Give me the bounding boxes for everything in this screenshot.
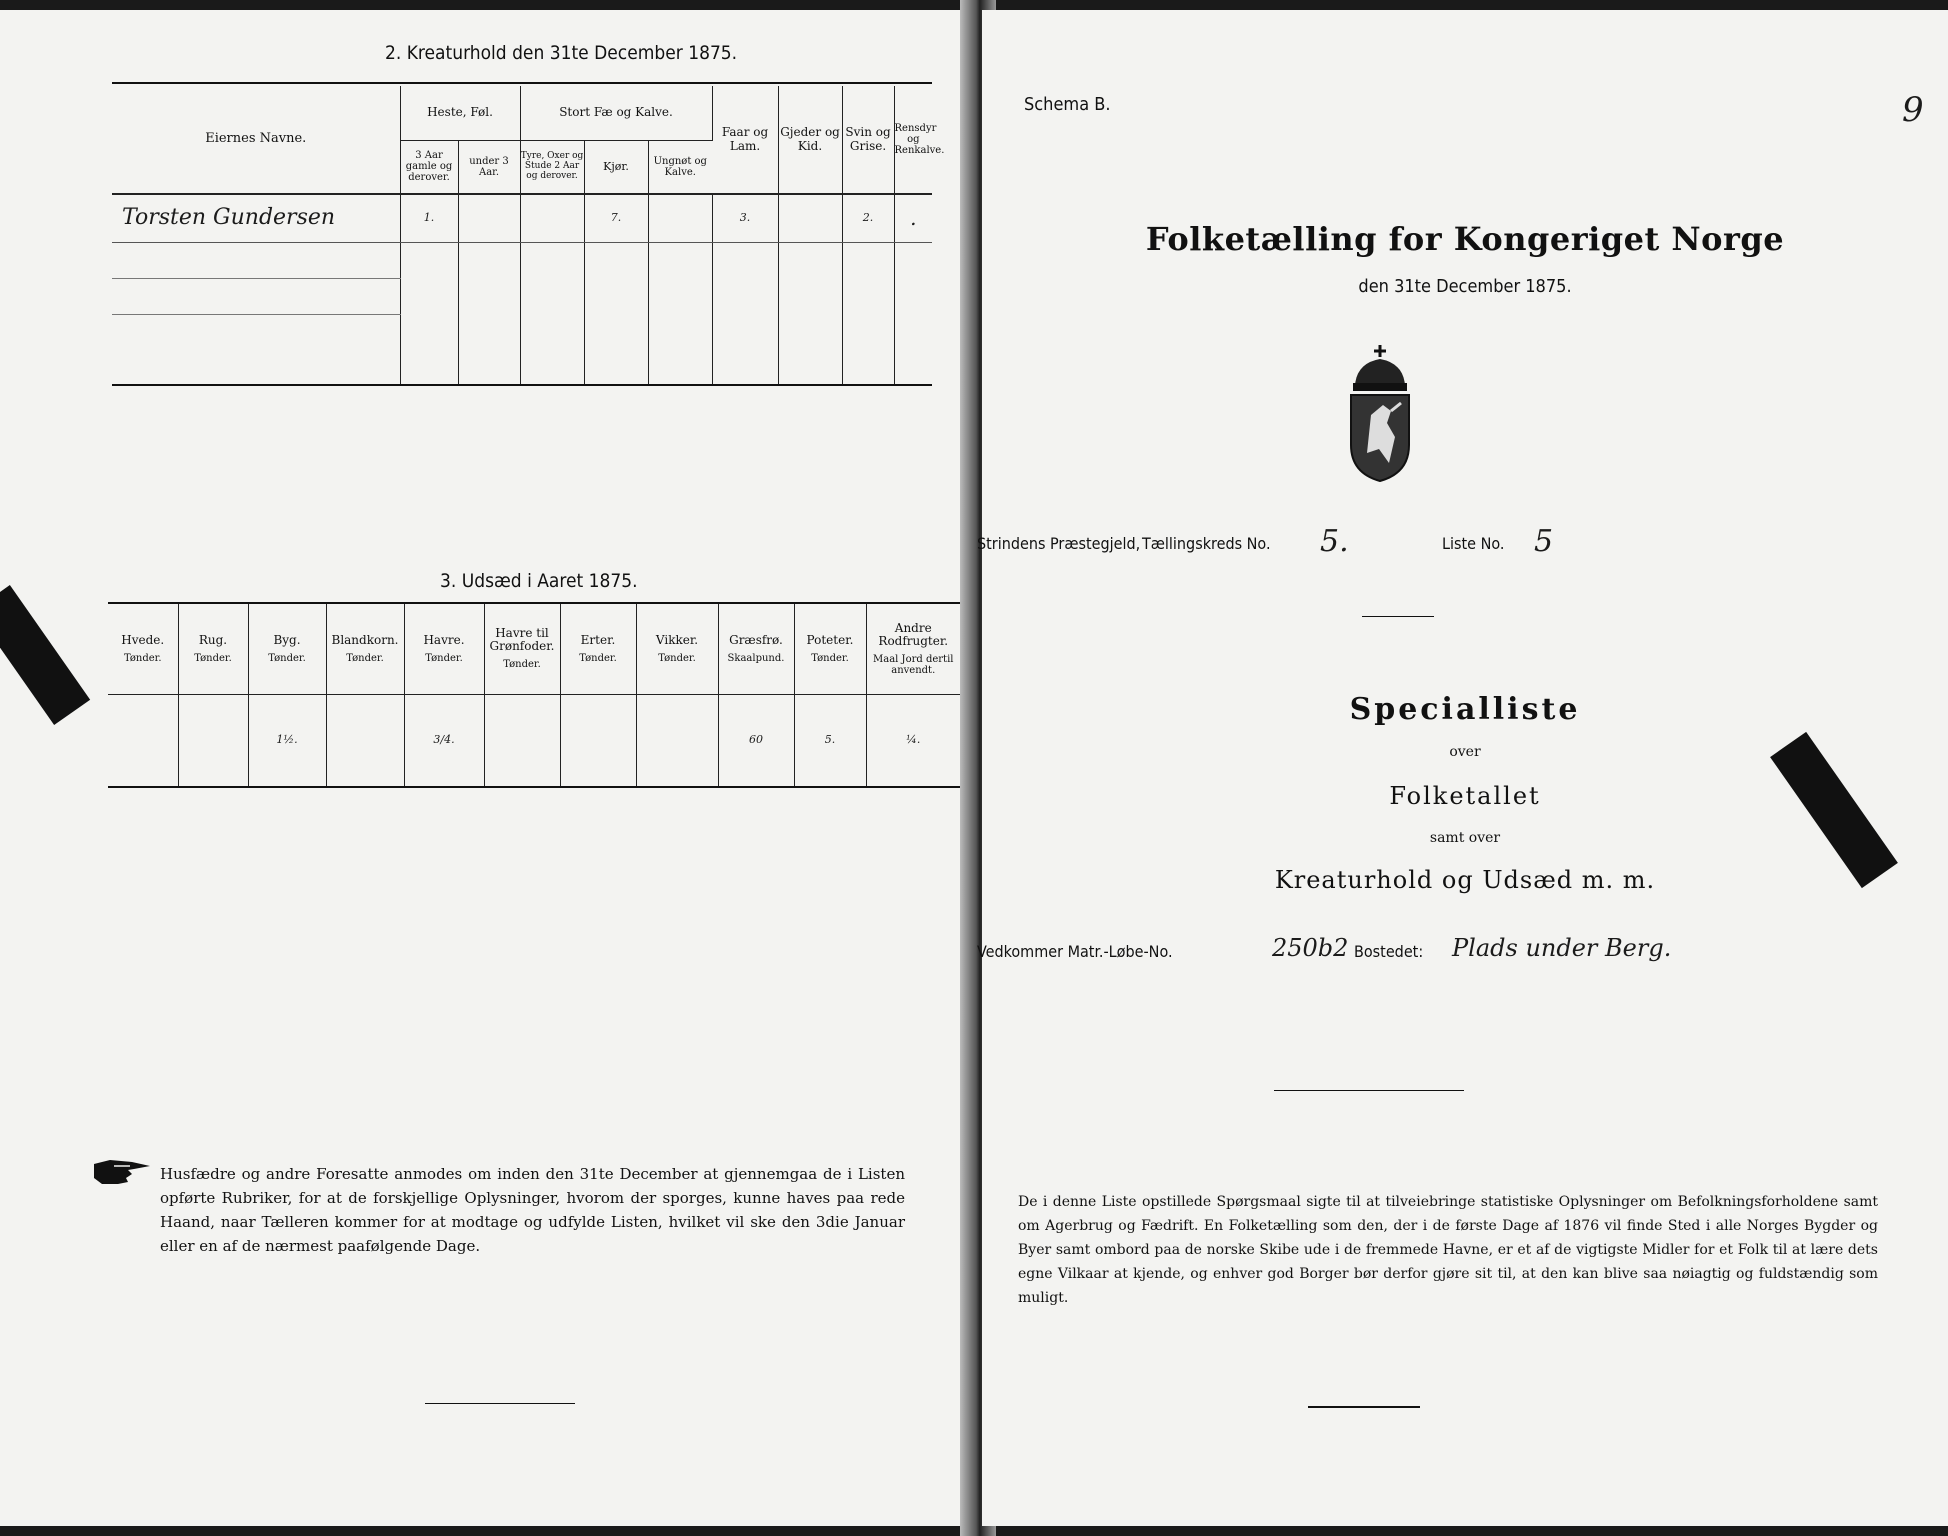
matr-line [977,930,1948,970]
seed-header-name: Andre Rodfrugter. [878,620,949,648]
liste-value: 5 [1534,524,1554,559]
header-heste-young: under 3 Aar. [458,140,520,194]
seed-header-name: Poteter. [806,632,854,647]
bosted-value: Plads under Berg. [1452,934,1672,962]
value-heste-young [458,194,520,242]
header-ungnot: Ungnøt og Kalve. [653,155,707,178]
header-stort: Stort Fæ og Kalve. [520,86,712,140]
seed-value-cell: ¼. [866,694,960,786]
footer-text: De i denne Liste opstillede Spørgsmaal sigte til at tilveiebringe statistiske Oplysninger om Befolkningsforholdene samt om Agerbrug og Fædrift. En Folketælling som den, der i de første Dage af 1876 vil finde Sted i alle Norges Bygder og Byer samt ombord paa de norske Skibe ude i de fremmede Havne, er et af de vigtigste Midler for et Folk til at lære dets egne Vilkaar at kjende, og enhver god Borger bør derfor gjøre sit til, at den kan blive saa nøiagtig og fuldstændig som muligt. [1018,1194,1878,1306]
table2-bottom-rule [112,384,932,386]
header-rensdyr: Rensdyr og Renkalve. [894,123,945,156]
seed-table [108,604,960,786]
seed-header-cell [866,604,960,694]
seed-header-unit: Tønder. [194,652,232,664]
seed-value-cell [636,694,718,786]
header-heste-old: 3 Aar gamle og derover. [400,140,458,194]
folketallet-heading: Folketallet [1389,782,1541,810]
value-ungnot [648,194,712,242]
value-svin: 2. [842,194,894,242]
seed-header-cell [794,604,866,694]
value-heste-old: 1. [400,194,458,242]
value-tyre [520,194,584,242]
section3-title: 3. Udsæd i Aaret 1875. [440,570,638,592]
header-owner: Eiernes Navne. [112,86,400,194]
seed-value-cell [108,694,178,786]
kreds-label: Tællingskreds No. [1142,534,1271,553]
header-kjor: Kjør. [584,140,648,194]
seed-header-name: Græsfrø. [729,632,783,647]
value-gjeder [778,194,842,242]
divider-3 [1308,1406,1420,1408]
header-gjeder: Gjeder og Kid. [778,86,842,194]
seed-header-cell [560,604,636,694]
divider-2 [1274,1090,1464,1091]
header-faar: Faar og Lam. [712,86,778,194]
main-title: Folketælling for Kongeriget Norge [1145,220,1785,258]
seed-header-cell [248,604,326,694]
seed-value-cell [178,694,248,786]
samt-over-text: samt over [1429,830,1501,846]
seed-value-cell [326,694,404,786]
owner-name: Torsten Gundersen [112,194,400,242]
seed-header-name: Hvede. [121,632,165,647]
seed-header-name: Havre til Grønfoder. [489,626,555,654]
kreds-value: 5. [1320,524,1349,559]
seed-header-cell [718,604,794,694]
value-rensdyr: . [894,194,932,242]
specialliste-heading: Specialliste [1349,692,1581,727]
seed-header-cell [178,604,248,694]
seed-header-name: Blandkorn. [331,632,399,647]
over-text: over [1449,744,1481,760]
seed-header-cell [404,604,484,694]
right-page [977,10,1948,1526]
schema-label: Schema B. [1024,94,1111,115]
seed-header-name: Havre. [423,632,465,647]
header-heste: Heste, Føl. [400,86,520,140]
table2-top-rule [112,82,932,84]
kreaturhold-heading: Kreaturhold og Udsæd m. m. [1274,866,1656,894]
divider-1 [1362,616,1434,617]
left-page [0,10,970,1526]
footer-rule-left [425,1403,575,1404]
seed-header-unit: Tønder. [811,652,849,664]
liste-label: Liste No. [1442,534,1505,553]
seed-header-cell [484,604,560,694]
header-svin: Svin og Grise. [842,86,894,194]
seed-header-unit: Tønder. [123,652,162,664]
seed-header-unit: Tønder. [658,652,696,664]
seed-value-cell: 1½. [248,694,326,786]
seed-header-cell [636,604,718,694]
seed-value-cell [484,694,560,786]
value-faar: 3. [712,194,778,242]
seed-header-unit: Tønder. [579,652,617,664]
seed-value-cell: 3/4. [404,694,484,786]
seed-header-unit: Tønder. [268,652,306,664]
seed-header-name: Byg. [273,632,301,647]
seed-value-cell: 5. [794,694,866,786]
seed-header-unit: Skaalpund. [727,652,785,664]
section2-title: 2. Kreaturhold den 31te December 1875. [385,42,738,64]
seed-header-cell [108,604,178,694]
page-clip-left [0,585,90,725]
notice-text: Husfædre og andre Foresatte anmodes om inden den 31te December at gjennemgaa de i Listen opførte Rubriker, for at de forskjellige Oplysninger, hvorom der sporges, kunne haves paa rede Haand, naar Tælleren kommer for at modtage og udfylde Listen, hvilket vil ske den 3die Januar eller en af de nærmest paafølgende Dage. [160,1165,905,1255]
seed-header-unit: Tønder. [425,652,463,664]
seed-header-name: Erter. [580,632,616,647]
seed-header-name: Vikker. [655,632,699,647]
matr-value: 250b2 [1272,934,1349,962]
page-number: 9 [1902,90,1924,130]
norway-coat-of-arms [1345,345,1415,485]
location-line [977,524,1948,562]
pointing-hand-icon [92,1156,152,1188]
header-tyre: Tyre, Oxer og Stude 2 Aar og derover. [520,140,584,194]
value-kjor: 7. [584,194,648,242]
census-date: den 31te December 1875. [1358,276,1572,297]
seed-value-cell [560,694,636,786]
seed-header-unit: Tønder. [503,659,541,671]
seed-header-unit: Tønder. [346,652,384,664]
seed-header-name: Rug. [198,632,228,647]
table3-bottom-rule [108,786,960,788]
seed-header-cell [326,604,404,694]
bosted-label: Bostedet: [1354,942,1424,961]
prestegjeld-label: Strindens Præstegjeld, [977,534,1141,553]
seed-header-unit: Maal Jord dertil anvendt. [873,653,954,676]
matr-label: Vedkommer Matr.-Løbe-No. [977,942,1173,961]
seed-value-cell: 60 [718,694,794,786]
livestock-table [112,86,945,384]
